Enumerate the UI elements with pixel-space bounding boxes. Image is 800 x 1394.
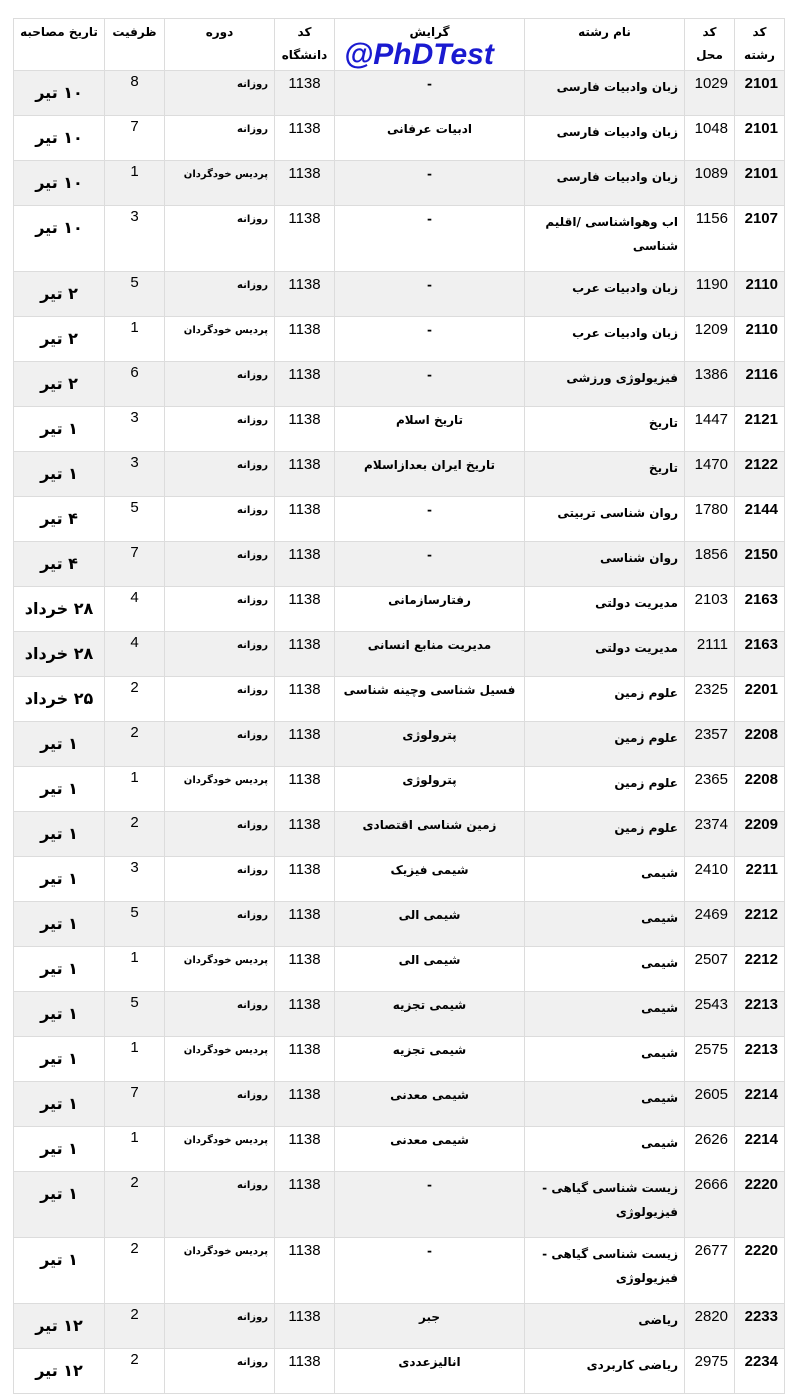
capacity-cell: 3 xyxy=(105,452,165,497)
table-row xyxy=(14,497,785,542)
table-row xyxy=(14,1172,785,1238)
table-row xyxy=(14,407,785,452)
location-code-cell: 1780 xyxy=(685,497,735,542)
trend-cell: - xyxy=(335,1172,525,1238)
period-cell: روزانه xyxy=(165,677,275,722)
field-name-cell: زبان وادبیات عرب xyxy=(525,272,685,317)
location-code-cell: 2543 xyxy=(685,992,735,1037)
header-trend: گرایش xyxy=(335,19,525,71)
period-cell: روزانه xyxy=(165,116,275,161)
period-cell: روزانه xyxy=(165,452,275,497)
trend-cell: تاریخ اسلام xyxy=(335,407,525,452)
field-name-cell: تاریخ xyxy=(525,407,685,452)
capacity-cell: 2 xyxy=(105,1172,165,1238)
location-code-cell: 2357 xyxy=(685,722,735,767)
trend-cell: زمین شناسی اقتصادی xyxy=(335,812,525,857)
interview-date-cell: ۱ تیر xyxy=(14,722,105,767)
interview-date-cell: ۱ تیر xyxy=(14,1127,105,1172)
university-code-cell: 1138 xyxy=(275,1127,335,1172)
period-cell: روزانه xyxy=(165,587,275,632)
location-code-cell: 1089 xyxy=(685,161,735,206)
capacity-cell: 5 xyxy=(105,272,165,317)
field-name-cell: شیمی xyxy=(525,857,685,902)
university-code-cell: 1138 xyxy=(275,452,335,497)
watermark-logo: @PhDTest xyxy=(344,38,494,71)
field-code-cell: 2163 xyxy=(735,587,785,632)
field-code-cell: 2211 xyxy=(735,857,785,902)
field-name-cell: شیمی xyxy=(525,1127,685,1172)
trend-cell: - xyxy=(335,317,525,362)
field-name-cell: زبان وادبیات فارسی xyxy=(525,161,685,206)
table-row xyxy=(14,947,785,992)
interview-date-cell: ۱ تیر xyxy=(14,902,105,947)
capacity-cell: 1 xyxy=(105,317,165,362)
table-row xyxy=(14,452,785,497)
field-name-cell: تاریخ xyxy=(525,452,685,497)
period-cell: روزانه xyxy=(165,362,275,407)
interview-date-cell: ۲۸ خرداد xyxy=(14,632,105,677)
university-code-cell: 1138 xyxy=(275,317,335,362)
header-location-code: کد محل xyxy=(685,19,735,71)
field-code-cell: 2101 xyxy=(735,71,785,116)
location-code-cell: 2975 xyxy=(685,1349,735,1394)
location-code-cell: 2507 xyxy=(685,947,735,992)
location-code-cell: 2469 xyxy=(685,902,735,947)
table-row xyxy=(14,1304,785,1349)
table-row xyxy=(14,317,785,362)
capacity-cell: 4 xyxy=(105,632,165,677)
interview-date-cell: ۲ تیر xyxy=(14,317,105,362)
field-code-cell: 2214 xyxy=(735,1127,785,1172)
university-code-cell: 1138 xyxy=(275,497,335,542)
field-code-cell: 2144 xyxy=(735,497,785,542)
period-cell: روزانه xyxy=(165,1304,275,1349)
interview-date-cell: ۲ تیر xyxy=(14,362,105,407)
location-code-cell: 2677 xyxy=(685,1238,735,1304)
table-row xyxy=(14,71,785,116)
period-cell: روزانه xyxy=(165,632,275,677)
location-code-cell: 2103 xyxy=(685,587,735,632)
trend-cell: - xyxy=(335,1238,525,1304)
field-name-cell: شیمی xyxy=(525,1082,685,1127)
trend-cell: - xyxy=(335,206,525,272)
field-code-cell: 2101 xyxy=(735,161,785,206)
university-code-cell: 1138 xyxy=(275,812,335,857)
university-code-cell: 1138 xyxy=(275,857,335,902)
table-row xyxy=(14,587,785,632)
interview-date-cell: ۲۵ خرداد xyxy=(14,677,105,722)
university-code-cell: 1138 xyxy=(275,947,335,992)
header-interview-date: تاریخ مصاحبه xyxy=(14,19,105,71)
university-code-cell: 1138 xyxy=(275,71,335,116)
interview-date-cell: ۱۰ تیر xyxy=(14,161,105,206)
trend-cell: پترولوژی xyxy=(335,767,525,812)
interview-date-cell: ۱ تیر xyxy=(14,947,105,992)
field-name-cell: زبان وادبیات فارسی xyxy=(525,116,685,161)
interview-date-cell: ۱ تیر xyxy=(14,1082,105,1127)
location-code-cell: 1856 xyxy=(685,542,735,587)
interview-date-cell: ۱۰ تیر xyxy=(14,116,105,161)
table-row xyxy=(14,206,785,272)
interview-date-cell: ۲۸ خرداد xyxy=(14,587,105,632)
field-code-cell: 2122 xyxy=(735,452,785,497)
trend-cell: پترولوژی xyxy=(335,722,525,767)
university-code-cell: 1138 xyxy=(275,1238,335,1304)
field-name-cell: اب وهواشناسی /اقلیم شناسی xyxy=(525,206,685,272)
capacity-cell: 2 xyxy=(105,812,165,857)
period-cell: پردیس خودگردان xyxy=(165,161,275,206)
table-row xyxy=(14,1127,785,1172)
university-code-cell: 1138 xyxy=(275,722,335,767)
capacity-cell: 1 xyxy=(105,767,165,812)
field-name-cell: مدیریت دولتی xyxy=(525,587,685,632)
period-cell: روزانه xyxy=(165,722,275,767)
field-name-cell: علوم زمین xyxy=(525,677,685,722)
table-row xyxy=(14,1037,785,1082)
field-code-cell: 2220 xyxy=(735,1238,785,1304)
university-code-cell: 1138 xyxy=(275,992,335,1037)
university-code-cell: 1138 xyxy=(275,1082,335,1127)
capacity-cell: 3 xyxy=(105,857,165,902)
period-cell: روزانه xyxy=(165,812,275,857)
capacity-cell: 2 xyxy=(105,722,165,767)
field-name-cell: شیمی xyxy=(525,992,685,1037)
capacity-cell: 7 xyxy=(105,116,165,161)
field-code-cell: 2121 xyxy=(735,407,785,452)
period-cell: پردیس خودگردان xyxy=(165,1127,275,1172)
university-code-cell: 1138 xyxy=(275,161,335,206)
location-code-cell: 1470 xyxy=(685,452,735,497)
capacity-cell: 1 xyxy=(105,1127,165,1172)
university-code-cell: 1138 xyxy=(275,587,335,632)
table-row xyxy=(14,632,785,677)
location-code-cell: 2626 xyxy=(685,1127,735,1172)
capacity-cell: 2 xyxy=(105,677,165,722)
capacity-cell: 3 xyxy=(105,407,165,452)
location-code-cell: 1386 xyxy=(685,362,735,407)
period-cell: روزانه xyxy=(165,407,275,452)
location-code-cell: 1447 xyxy=(685,407,735,452)
university-code-cell: 1138 xyxy=(275,116,335,161)
table-row xyxy=(14,677,785,722)
field-code-cell: 2101 xyxy=(735,116,785,161)
period-cell: پردیس خودگردان xyxy=(165,1037,275,1082)
university-code-cell: 1138 xyxy=(275,272,335,317)
location-code-cell: 2605 xyxy=(685,1082,735,1127)
table-row xyxy=(14,542,785,587)
table-row xyxy=(14,857,785,902)
interview-date-cell: ۱ تیر xyxy=(14,407,105,452)
interview-date-cell: ۱۲ تیر xyxy=(14,1304,105,1349)
field-name-cell: علوم زمین xyxy=(525,812,685,857)
location-code-cell: 2325 xyxy=(685,677,735,722)
university-code-cell: 1138 xyxy=(275,1037,335,1082)
table-row xyxy=(14,767,785,812)
capacity-cell: 5 xyxy=(105,992,165,1037)
university-code-cell: 1138 xyxy=(275,542,335,587)
table-row xyxy=(14,812,785,857)
university-code-cell: 1138 xyxy=(275,1304,335,1349)
table-row xyxy=(14,116,785,161)
field-code-cell: 2201 xyxy=(735,677,785,722)
trend-cell: - xyxy=(335,362,525,407)
period-cell: روزانه xyxy=(165,272,275,317)
header-university-code: کد دانشگاه xyxy=(275,19,335,71)
trend-cell: - xyxy=(335,71,525,116)
table-row xyxy=(14,1238,785,1304)
university-code-cell: 1138 xyxy=(275,407,335,452)
period-cell: پردیس خودگردان xyxy=(165,947,275,992)
capacity-cell: 5 xyxy=(105,902,165,947)
field-name-cell: فیزیولوژی ورزشی xyxy=(525,362,685,407)
field-code-cell: 2110 xyxy=(735,272,785,317)
location-code-cell: 2365 xyxy=(685,767,735,812)
university-code-cell: 1138 xyxy=(275,1172,335,1238)
field-code-cell: 2214 xyxy=(735,1082,785,1127)
table-row xyxy=(14,992,785,1037)
period-cell: روزانه xyxy=(165,1349,275,1394)
trend-cell: - xyxy=(335,272,525,317)
interview-date-cell: ۱۲ تیر xyxy=(14,1349,105,1394)
capacity-cell: 1 xyxy=(105,1037,165,1082)
admissions-table xyxy=(13,18,785,1394)
trend-cell: شیمی معدنی xyxy=(335,1127,525,1172)
location-code-cell: 1029 xyxy=(685,71,735,116)
field-code-cell: 2150 xyxy=(735,542,785,587)
period-cell: روزانه xyxy=(165,857,275,902)
period-cell: پردیس خودگردان xyxy=(165,1238,275,1304)
field-name-cell: روان شناسی تربیتی xyxy=(525,497,685,542)
university-code-cell: 1138 xyxy=(275,767,335,812)
interview-date-cell: ۴ تیر xyxy=(14,497,105,542)
field-code-cell: 2163 xyxy=(735,632,785,677)
capacity-cell: 6 xyxy=(105,362,165,407)
location-code-cell: 1048 xyxy=(685,116,735,161)
period-cell: روزانه xyxy=(165,497,275,542)
table-row xyxy=(14,161,785,206)
location-code-cell: 2374 xyxy=(685,812,735,857)
period-cell: روزانه xyxy=(165,902,275,947)
location-code-cell: 1209 xyxy=(685,317,735,362)
university-code-cell: 1138 xyxy=(275,632,335,677)
trend-cell: مدیریت منابع انسانی xyxy=(335,632,525,677)
field-code-cell: 2213 xyxy=(735,1037,785,1082)
table-row xyxy=(14,1082,785,1127)
capacity-cell: 7 xyxy=(105,1082,165,1127)
field-name-cell: زیست شناسی گیاهی - فیزیولوژی xyxy=(525,1172,685,1238)
field-code-cell: 2220 xyxy=(735,1172,785,1238)
location-code-cell: 1190 xyxy=(685,272,735,317)
period-cell: روزانه xyxy=(165,1172,275,1238)
field-name-cell: مدیریت دولتی xyxy=(525,632,685,677)
capacity-cell: 7 xyxy=(105,542,165,587)
field-name-cell: ریاضی کاربردی xyxy=(525,1349,685,1394)
period-cell: پردیس خودگردان xyxy=(165,317,275,362)
table-row xyxy=(14,902,785,947)
location-code-cell: 2410 xyxy=(685,857,735,902)
trend-cell: رفتارسازمانی xyxy=(335,587,525,632)
university-code-cell: 1138 xyxy=(275,362,335,407)
interview-date-cell: ۱۰ تیر xyxy=(14,71,105,116)
interview-date-cell: ۱ تیر xyxy=(14,767,105,812)
field-code-cell: 2212 xyxy=(735,902,785,947)
trend-cell: شیمی تجزیه xyxy=(335,992,525,1037)
field-name-cell: علوم زمین xyxy=(525,767,685,812)
trend-cell: شیمی الی xyxy=(335,902,525,947)
capacity-cell: 1 xyxy=(105,161,165,206)
capacity-cell: 2 xyxy=(105,1304,165,1349)
field-name-cell: روان شناسی xyxy=(525,542,685,587)
period-cell: روزانه xyxy=(165,992,275,1037)
field-code-cell: 2233 xyxy=(735,1304,785,1349)
trend-cell: انالیزعددی xyxy=(335,1349,525,1394)
field-code-cell: 2107 xyxy=(735,206,785,272)
field-code-cell: 2234 xyxy=(735,1349,785,1394)
interview-date-cell: ۱ تیر xyxy=(14,812,105,857)
trend-cell: فسیل شناسی وچینه شناسی xyxy=(335,677,525,722)
field-name-cell: شیمی xyxy=(525,902,685,947)
capacity-cell: 4 xyxy=(105,587,165,632)
header-capacity: ظرفیت xyxy=(105,19,165,71)
trend-cell: شیمی الی xyxy=(335,947,525,992)
university-code-cell: 1138 xyxy=(275,677,335,722)
interview-date-cell: ۲ تیر xyxy=(14,272,105,317)
field-code-cell: 2213 xyxy=(735,992,785,1037)
interview-date-cell: ۱ تیر xyxy=(14,452,105,497)
header-row xyxy=(14,19,785,71)
interview-date-cell: ۱ تیر xyxy=(14,857,105,902)
field-code-cell: 2212 xyxy=(735,947,785,992)
location-code-cell: 2820 xyxy=(685,1304,735,1349)
field-code-cell: 2209 xyxy=(735,812,785,857)
trend-cell: - xyxy=(335,542,525,587)
period-cell: روزانه xyxy=(165,206,275,272)
field-name-cell: زبان وادبیات فارسی xyxy=(525,71,685,116)
capacity-cell: 3 xyxy=(105,206,165,272)
field-code-cell: 2110 xyxy=(735,317,785,362)
table-row xyxy=(14,362,785,407)
interview-date-cell: ۱ تیر xyxy=(14,992,105,1037)
trend-cell: شیمی معدنی xyxy=(335,1082,525,1127)
table-row xyxy=(14,272,785,317)
header-field-code: کد رشته xyxy=(735,19,785,71)
period-cell: روزانه xyxy=(165,1082,275,1127)
capacity-cell: 5 xyxy=(105,497,165,542)
university-code-cell: 1138 xyxy=(275,902,335,947)
trend-cell: - xyxy=(335,161,525,206)
trend-cell: شیمی فیزیک xyxy=(335,857,525,902)
period-cell: پردیس خودگردان xyxy=(165,767,275,812)
interview-date-cell: ۱ تیر xyxy=(14,1037,105,1082)
field-name-cell: زیست شناسی گیاهی - فیزیولوژی xyxy=(525,1238,685,1304)
capacity-cell: 1 xyxy=(105,947,165,992)
interview-date-cell: ۱ تیر xyxy=(14,1172,105,1238)
location-code-cell: 1156 xyxy=(685,206,735,272)
field-code-cell: 2208 xyxy=(735,767,785,812)
table-row xyxy=(14,722,785,767)
trend-cell: جبر xyxy=(335,1304,525,1349)
field-name-cell: شیمی xyxy=(525,1037,685,1082)
trend-cell: ادبیات عرفانی xyxy=(335,116,525,161)
capacity-cell: 2 xyxy=(105,1349,165,1394)
interview-date-cell: ۱۰ تیر xyxy=(14,206,105,272)
field-code-cell: 2116 xyxy=(735,362,785,407)
location-code-cell: 2111 xyxy=(685,632,735,677)
table-row xyxy=(14,1349,785,1394)
interview-date-cell: ۴ تیر xyxy=(14,542,105,587)
university-code-cell: 1138 xyxy=(275,1349,335,1394)
header-period: دوره xyxy=(165,19,275,71)
university-code-cell: 1138 xyxy=(275,206,335,272)
trend-cell: - xyxy=(335,497,525,542)
location-code-cell: 2575 xyxy=(685,1037,735,1082)
trend-cell: شیمی تجزیه xyxy=(335,1037,525,1082)
trend-cell: تاریخ ایران بعدازاسلام xyxy=(335,452,525,497)
interview-date-cell: ۱ تیر xyxy=(14,1238,105,1304)
period-cell: روزانه xyxy=(165,71,275,116)
location-code-cell: 2666 xyxy=(685,1172,735,1238)
capacity-cell: 2 xyxy=(105,1238,165,1304)
field-name-cell: علوم زمین xyxy=(525,722,685,767)
field-code-cell: 2208 xyxy=(735,722,785,767)
header-field-name: نام رشته xyxy=(525,19,685,71)
table-body xyxy=(14,71,785,1394)
period-cell: روزانه xyxy=(165,542,275,587)
field-name-cell: زبان وادبیات عرب xyxy=(525,317,685,362)
field-name-cell: ریاضی xyxy=(525,1304,685,1349)
field-name-cell: شیمی xyxy=(525,947,685,992)
capacity-cell: 8 xyxy=(105,71,165,116)
